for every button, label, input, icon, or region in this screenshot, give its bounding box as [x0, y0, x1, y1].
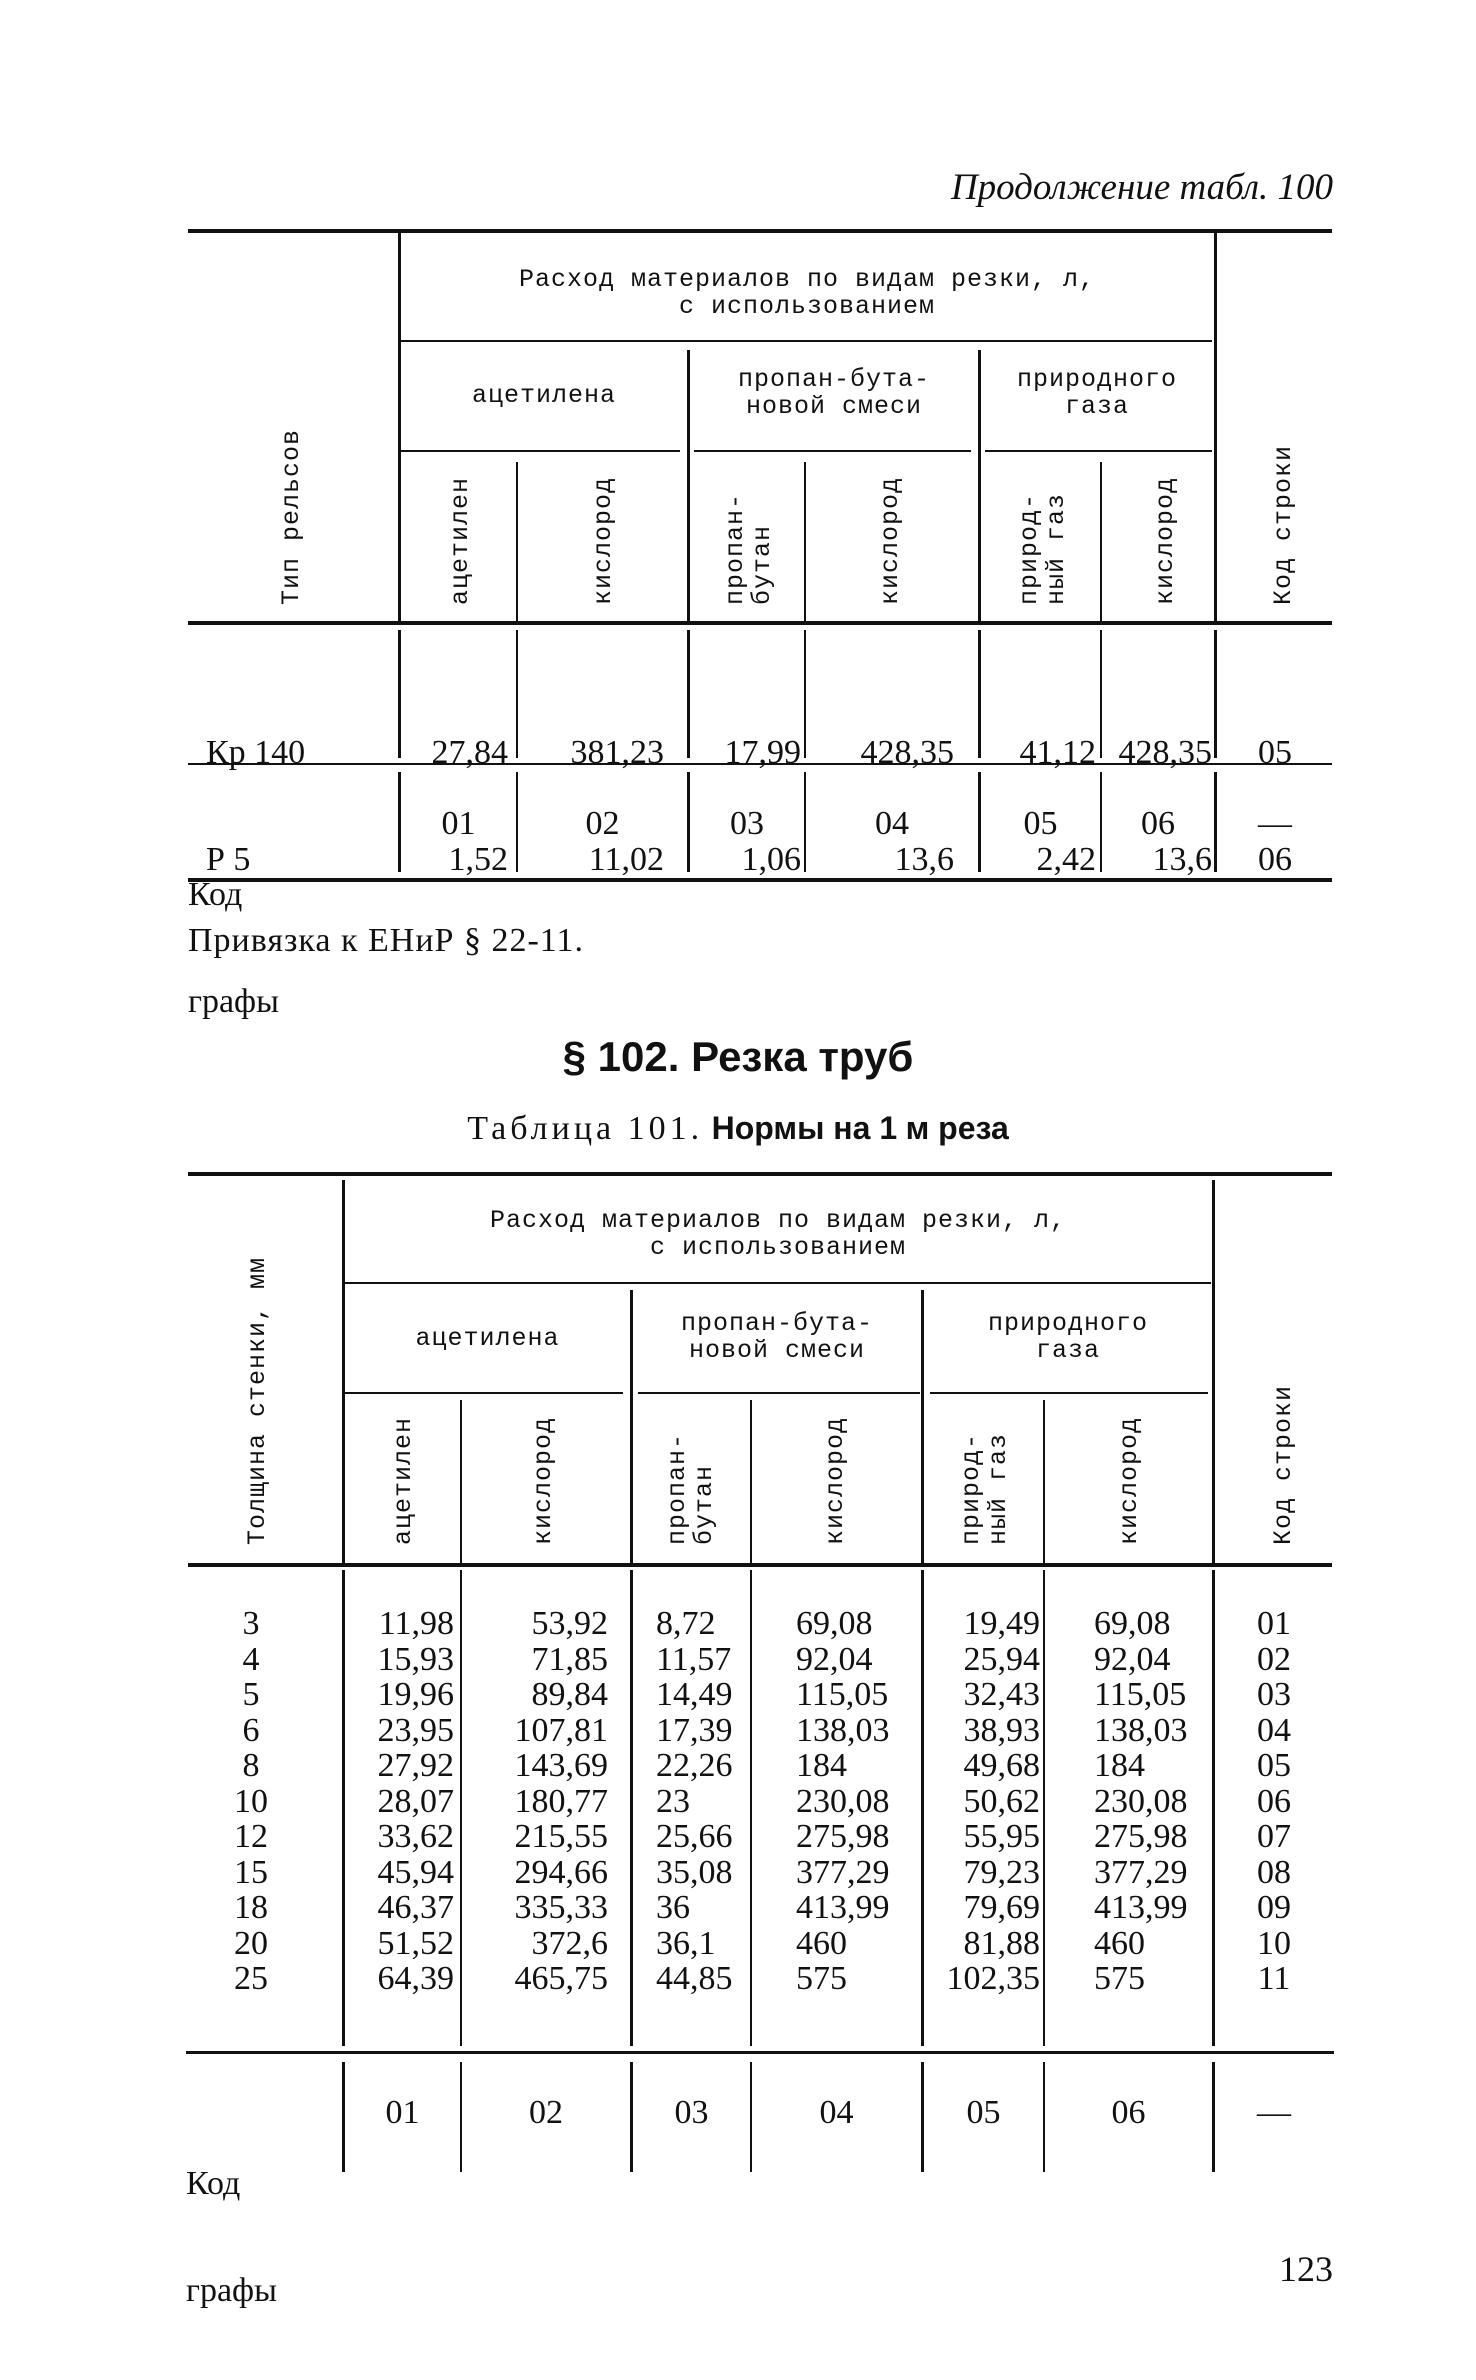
t101-subcol-propane — [664, 1433, 718, 1545]
table-cell: 51,52 — [377, 1924, 454, 1962]
continuation-caption: Продолжение табл. 100 — [950, 167, 1333, 208]
table-cell: 11,98 — [378, 1605, 454, 1642]
table-cell: 14,49 — [656, 1676, 733, 1713]
group-header-line1: Расход материалов по видам резки, л, — [518, 265, 1096, 294]
t100-graph-02: 02 — [585, 805, 620, 842]
group-gas-label — [981, 366, 1213, 420]
t101-footer-label-2: графы — [186, 2271, 277, 2309]
t100-cell-r1c3: 1,06 — [741, 840, 801, 878]
t100-graph-dash: — — [1258, 805, 1292, 842]
table-cell: 25 — [234, 1960, 268, 1997]
table-cell: 215,55 — [514, 1818, 608, 1855]
t101-subcol-acetylene: ацетилен — [389, 1416, 418, 1545]
table-cell: 22,26 — [656, 1747, 733, 1784]
t101-rule-header-bottom — [188, 1563, 1332, 1567]
t100-footer-label-1: Код — [188, 876, 243, 913]
subcol-oxygen-1: кислород — [589, 476, 618, 605]
t101-group-header-line2: с использованием — [649, 1233, 907, 1262]
table-cell: 15,93 — [377, 1640, 454, 1678]
table-cell: 465,75 — [514, 1960, 608, 1997]
t101-graph-02: 02 — [529, 2094, 563, 2131]
t101-codes-col — [1215, 1606, 1333, 1997]
table-cell: 275,98 — [796, 1818, 890, 1855]
subcol-propane — [722, 493, 776, 605]
rail-type-header: Тип рельсов — [277, 428, 306, 605]
t101-vline-body-3 — [750, 1570, 752, 2046]
t101-group-header — [345, 1207, 1211, 1261]
t101-vline-sub2-header — [750, 1400, 752, 1563]
table-cell: 575 — [1094, 1960, 1145, 1997]
subcol-propane-line2: бутан — [748, 524, 777, 605]
vline-right-header — [1214, 233, 1217, 621]
table-cell: 69,08 — [796, 1605, 873, 1642]
t100-cell-r0c1: 27,84 — [431, 734, 508, 771]
t101-graph-05: 05 — [966, 2094, 1001, 2131]
table-cell: 05 — [1257, 1747, 1291, 1784]
table-cell: 11 — [1257, 1960, 1291, 1997]
table-cell: 44,85 — [656, 1960, 733, 1997]
t100-cell-r0c5: 41,12 — [1019, 734, 1096, 771]
table-cell: 184 — [796, 1747, 847, 1784]
t101-col-1 — [345, 1606, 454, 1997]
group-propane-label — [690, 366, 978, 420]
t101-group-gas-line2: газа — [1035, 1336, 1100, 1365]
table-cell: 32,43 — [963, 1676, 1040, 1713]
t101-rule-sub-propane — [638, 1392, 920, 1394]
t101-vline-body-5 — [1043, 1570, 1045, 2046]
t101-vline-right-header — [1212, 1180, 1215, 1563]
table101-title-suffix: м реза — [905, 1110, 1009, 1146]
t101-subcol-propane-line2: бутан — [690, 1464, 719, 1545]
t101-group-propane-line1: пропан-бута- — [680, 1309, 874, 1338]
rule-subgroup-propane — [694, 450, 971, 452]
table-cell: 17,39 — [656, 1711, 733, 1749]
table-cell: 107,81 — [514, 1711, 608, 1749]
t101-graph-04: 04 — [819, 2094, 854, 2131]
table-cell: 08 — [1257, 1853, 1291, 1891]
table-cell: 55,95 — [963, 1818, 1040, 1855]
table-cell: 23,95 — [377, 1711, 454, 1749]
t101-vline-sub1-header — [460, 1400, 462, 1563]
t101-group-header-line1: Расход материалов по видам резки, л, — [489, 1206, 1067, 1235]
table-cell: 138,03 — [796, 1711, 890, 1749]
table-cell: 5 — [242, 1676, 260, 1713]
group-propane-line2: новой смеси — [745, 392, 923, 421]
table-cell: 02 — [1257, 1640, 1291, 1678]
table-cell: 01 — [1257, 1605, 1291, 1642]
table101-title — [0, 1110, 1476, 1148]
table-cell: 64,39 — [377, 1960, 454, 1997]
table-cell: 92,04 — [796, 1640, 873, 1678]
t101-col-2 — [462, 1606, 608, 1997]
table-cell: 372,6 — [531, 1924, 608, 1962]
t101-subcol-propane-line1: пропан- — [663, 1432, 692, 1545]
t100-code-1: 06 — [1258, 840, 1292, 878]
table-cell: 25,94 — [963, 1640, 1040, 1678]
table-cell: 71,85 — [531, 1640, 608, 1678]
table-cell: 413,99 — [796, 1889, 890, 1926]
table-cell: 49,68 — [963, 1747, 1040, 1784]
t101-subcol-oxygen-1: кислород — [529, 1416, 558, 1545]
rule-top — [188, 229, 1332, 233]
table-cell: 4 — [242, 1640, 260, 1678]
table-cell: 460 — [1094, 1924, 1145, 1962]
table-cell: 335,33 — [514, 1889, 608, 1926]
table101-title-prefix: Таблица 101. — [467, 1110, 704, 1147]
table-cell: 10 — [234, 1782, 268, 1820]
table-cell: 38,93 — [963, 1711, 1040, 1749]
subcol-gas-line1: природ- — [1015, 492, 1044, 605]
t101-graph-01: 01 — [385, 2094, 420, 2131]
subcol-propane-line1: пропан- — [721, 492, 750, 605]
table-cell: 19,49 — [963, 1605, 1040, 1642]
t101-group-gas-label — [924, 1310, 1212, 1364]
t100-graph-01: 01 — [441, 805, 476, 842]
table-cell: 377,29 — [796, 1853, 890, 1891]
vline-left-header — [398, 233, 401, 621]
table-cell: 09 — [1257, 1889, 1291, 1926]
table-cell: 35,08 — [656, 1853, 733, 1891]
table-cell: 115,05 — [1094, 1676, 1187, 1713]
t101-subcol-oxygen-2: кислород — [821, 1416, 850, 1545]
binding-note: Привязка к ЕНиР § 22-11. — [188, 922, 585, 959]
vline-sub2-header — [804, 462, 806, 621]
t101-graph-03: 03 — [674, 2094, 709, 2131]
table-cell: 8 — [242, 1747, 260, 1784]
row-code-header: Код строки — [1269, 444, 1298, 605]
table-cell: 19,96 — [377, 1676, 454, 1713]
table-cell: 12 — [234, 1818, 268, 1855]
t101-thickness-header: Толщина стенки, мм — [243, 1256, 272, 1545]
rail-type-0: Кр 140 — [206, 734, 306, 771]
table-cell: 15 — [234, 1853, 268, 1891]
table-cell: 230,08 — [1094, 1782, 1188, 1820]
t101-footer-label-1: Код — [186, 2165, 241, 2202]
t100-cell-r1c5: 2,42 — [1036, 840, 1096, 878]
table-cell: 03 — [1257, 1676, 1291, 1713]
group-gas-line1: природного — [1016, 365, 1178, 394]
table-cell: 45,94 — [377, 1853, 454, 1891]
table-cell: 81,88 — [963, 1924, 1040, 1962]
subcol-acetylene: ацетилен — [446, 476, 475, 605]
t101-subcol-oxygen-3: кислород — [1115, 1416, 1144, 1545]
table-cell: 36,1 — [656, 1924, 716, 1962]
table-cell: 138,03 — [1094, 1711, 1188, 1749]
t101-rule-group-bottom — [345, 1282, 1211, 1284]
table-cell: 10 — [1257, 1924, 1291, 1962]
t100-cell-r0c2: 381,23 — [570, 734, 664, 771]
table-cell: 3 — [242, 1605, 260, 1642]
table-cell: 79,69 — [963, 1889, 1040, 1926]
t101-footer-label — [186, 2095, 277, 2379]
table-cell: 07 — [1257, 1818, 1291, 1855]
table-cell: 184 — [1094, 1747, 1145, 1784]
t101-col-3 — [656, 1606, 750, 1997]
t101-vline-body-2 — [630, 1570, 633, 2046]
group-gas-line2: газа — [1064, 392, 1129, 421]
table-cell: 25,66 — [656, 1818, 733, 1855]
t100-graph-04: 04 — [875, 805, 909, 842]
table-cell: 8,72 — [656, 1605, 716, 1642]
vline-sub1-header — [516, 462, 518, 621]
table-cell: 413,99 — [1094, 1889, 1188, 1926]
vline-sub3-header — [1100, 462, 1102, 621]
t101-graph-06: 06 — [1111, 2094, 1146, 2131]
t101-graph-dash: — — [1257, 2094, 1291, 2131]
t100-graph-06: 06 — [1141, 805, 1175, 842]
t101-group-gas-line1: природного — [987, 1309, 1149, 1338]
group-header-line2: с использованием — [678, 292, 936, 321]
subcol-gas-line2: ный газ — [1042, 492, 1071, 605]
subcol-natural-gas — [1016, 493, 1070, 605]
t101-group-propane-line2: новой смеси — [688, 1336, 866, 1365]
table-cell: 143,69 — [514, 1747, 608, 1784]
table-cell: 28,07 — [377, 1782, 454, 1820]
t101-col-4 — [796, 1606, 921, 1997]
page-number: 123 — [1279, 2249, 1333, 2289]
t101-rule-sub-gas — [930, 1392, 1208, 1394]
table-cell: 180,77 — [514, 1782, 608, 1820]
group-header — [402, 266, 1212, 320]
t100-code-0: 05 — [1258, 734, 1292, 771]
t101-vline-sub3-header — [1043, 1400, 1045, 1563]
table-cell: 115,05 — [796, 1676, 889, 1713]
t101-group-acetylene-label: ацетилена — [415, 1324, 560, 1353]
section-title: § 102. Резка труб — [562, 1033, 914, 1080]
t101-group-propane-label — [633, 1310, 921, 1364]
t101-rule-sub-acetylene — [345, 1392, 623, 1394]
subcol-oxygen-2: кислород — [876, 476, 905, 605]
t100-cell-r1c4: 13,6 — [894, 840, 954, 878]
table-cell: 46,37 — [377, 1889, 454, 1926]
t101-subcol-natural-gas — [958, 1433, 1012, 1545]
table-cell: 27,92 — [377, 1747, 454, 1784]
table-cell: 6 — [242, 1711, 260, 1749]
table-cell: 33,62 — [377, 1818, 454, 1855]
table-cell: 460 — [796, 1924, 847, 1962]
subcol-oxygen-3: кислород — [1151, 476, 1180, 605]
group-acetylene-label: ацетилена — [471, 381, 617, 410]
table-cell: 20 — [234, 1924, 268, 1962]
t100-footer-label-2: графы — [188, 982, 279, 1020]
t100-graph-03: 03 — [730, 805, 764, 842]
table-cell: 50,62 — [963, 1782, 1040, 1820]
t100-cell-r0c3: 17,99 — [724, 734, 801, 771]
t101-col-6 — [1094, 1606, 1212, 1997]
t101-subcol-gas-line1: природ- — [957, 1432, 986, 1545]
table-cell: 230,08 — [796, 1782, 890, 1820]
table-cell: 92,04 — [1094, 1640, 1171, 1678]
rule-header-bottom — [188, 621, 1332, 625]
table-cell: 79,23 — [963, 1853, 1040, 1891]
t100-cell-r1c2: 11,02 — [588, 840, 664, 878]
table-cell: 294,66 — [514, 1853, 608, 1891]
group-propane-line1: пропан-бута- — [737, 365, 931, 394]
rail-type-1: Р 5 — [206, 840, 251, 878]
table-cell: 53,92 — [531, 1605, 608, 1642]
rule-subgroup-acetylene — [400, 450, 680, 452]
rule-group-bottom — [400, 340, 1212, 342]
table-cell: 18 — [234, 1889, 268, 1926]
table-cell: 69,08 — [1094, 1605, 1171, 1642]
table-cell: 23 — [656, 1782, 690, 1820]
table-cell: 36 — [656, 1889, 690, 1926]
table-cell: 275,98 — [1094, 1818, 1188, 1855]
table-cell: 11,57 — [656, 1640, 732, 1678]
t101-thickness-col — [188, 1606, 314, 1997]
t101-rule-top — [188, 1172, 1332, 1176]
table-cell: 06 — [1257, 1782, 1291, 1820]
rule-subgroup-gas — [985, 450, 1212, 452]
t101-rule-body-bottom — [186, 2051, 1334, 2054]
t101-code-header: Код строки — [1269, 1384, 1298, 1545]
t101-col-5 — [924, 1606, 1040, 1997]
t101-subcol-gas-line2: ный газ — [984, 1432, 1013, 1545]
t100-cell-r0c4: 428,35 — [860, 734, 954, 771]
t100-cell-r1c1: 1,52 — [448, 840, 508, 878]
t100-cell-r1c6: 13,6 — [1152, 840, 1212, 878]
table101-title-bold: Нормы на 1 — [711, 1110, 898, 1146]
table-cell: 102,35 — [946, 1960, 1040, 1997]
t100-graph-05: 05 — [1023, 805, 1058, 842]
table-cell: 377,29 — [1094, 1853, 1188, 1891]
t100-cell-r0c6: 428,35 — [1118, 734, 1212, 771]
table-cell: 575 — [796, 1960, 847, 1997]
table-cell: 89,84 — [531, 1676, 608, 1713]
table-cell: 04 — [1257, 1711, 1291, 1749]
